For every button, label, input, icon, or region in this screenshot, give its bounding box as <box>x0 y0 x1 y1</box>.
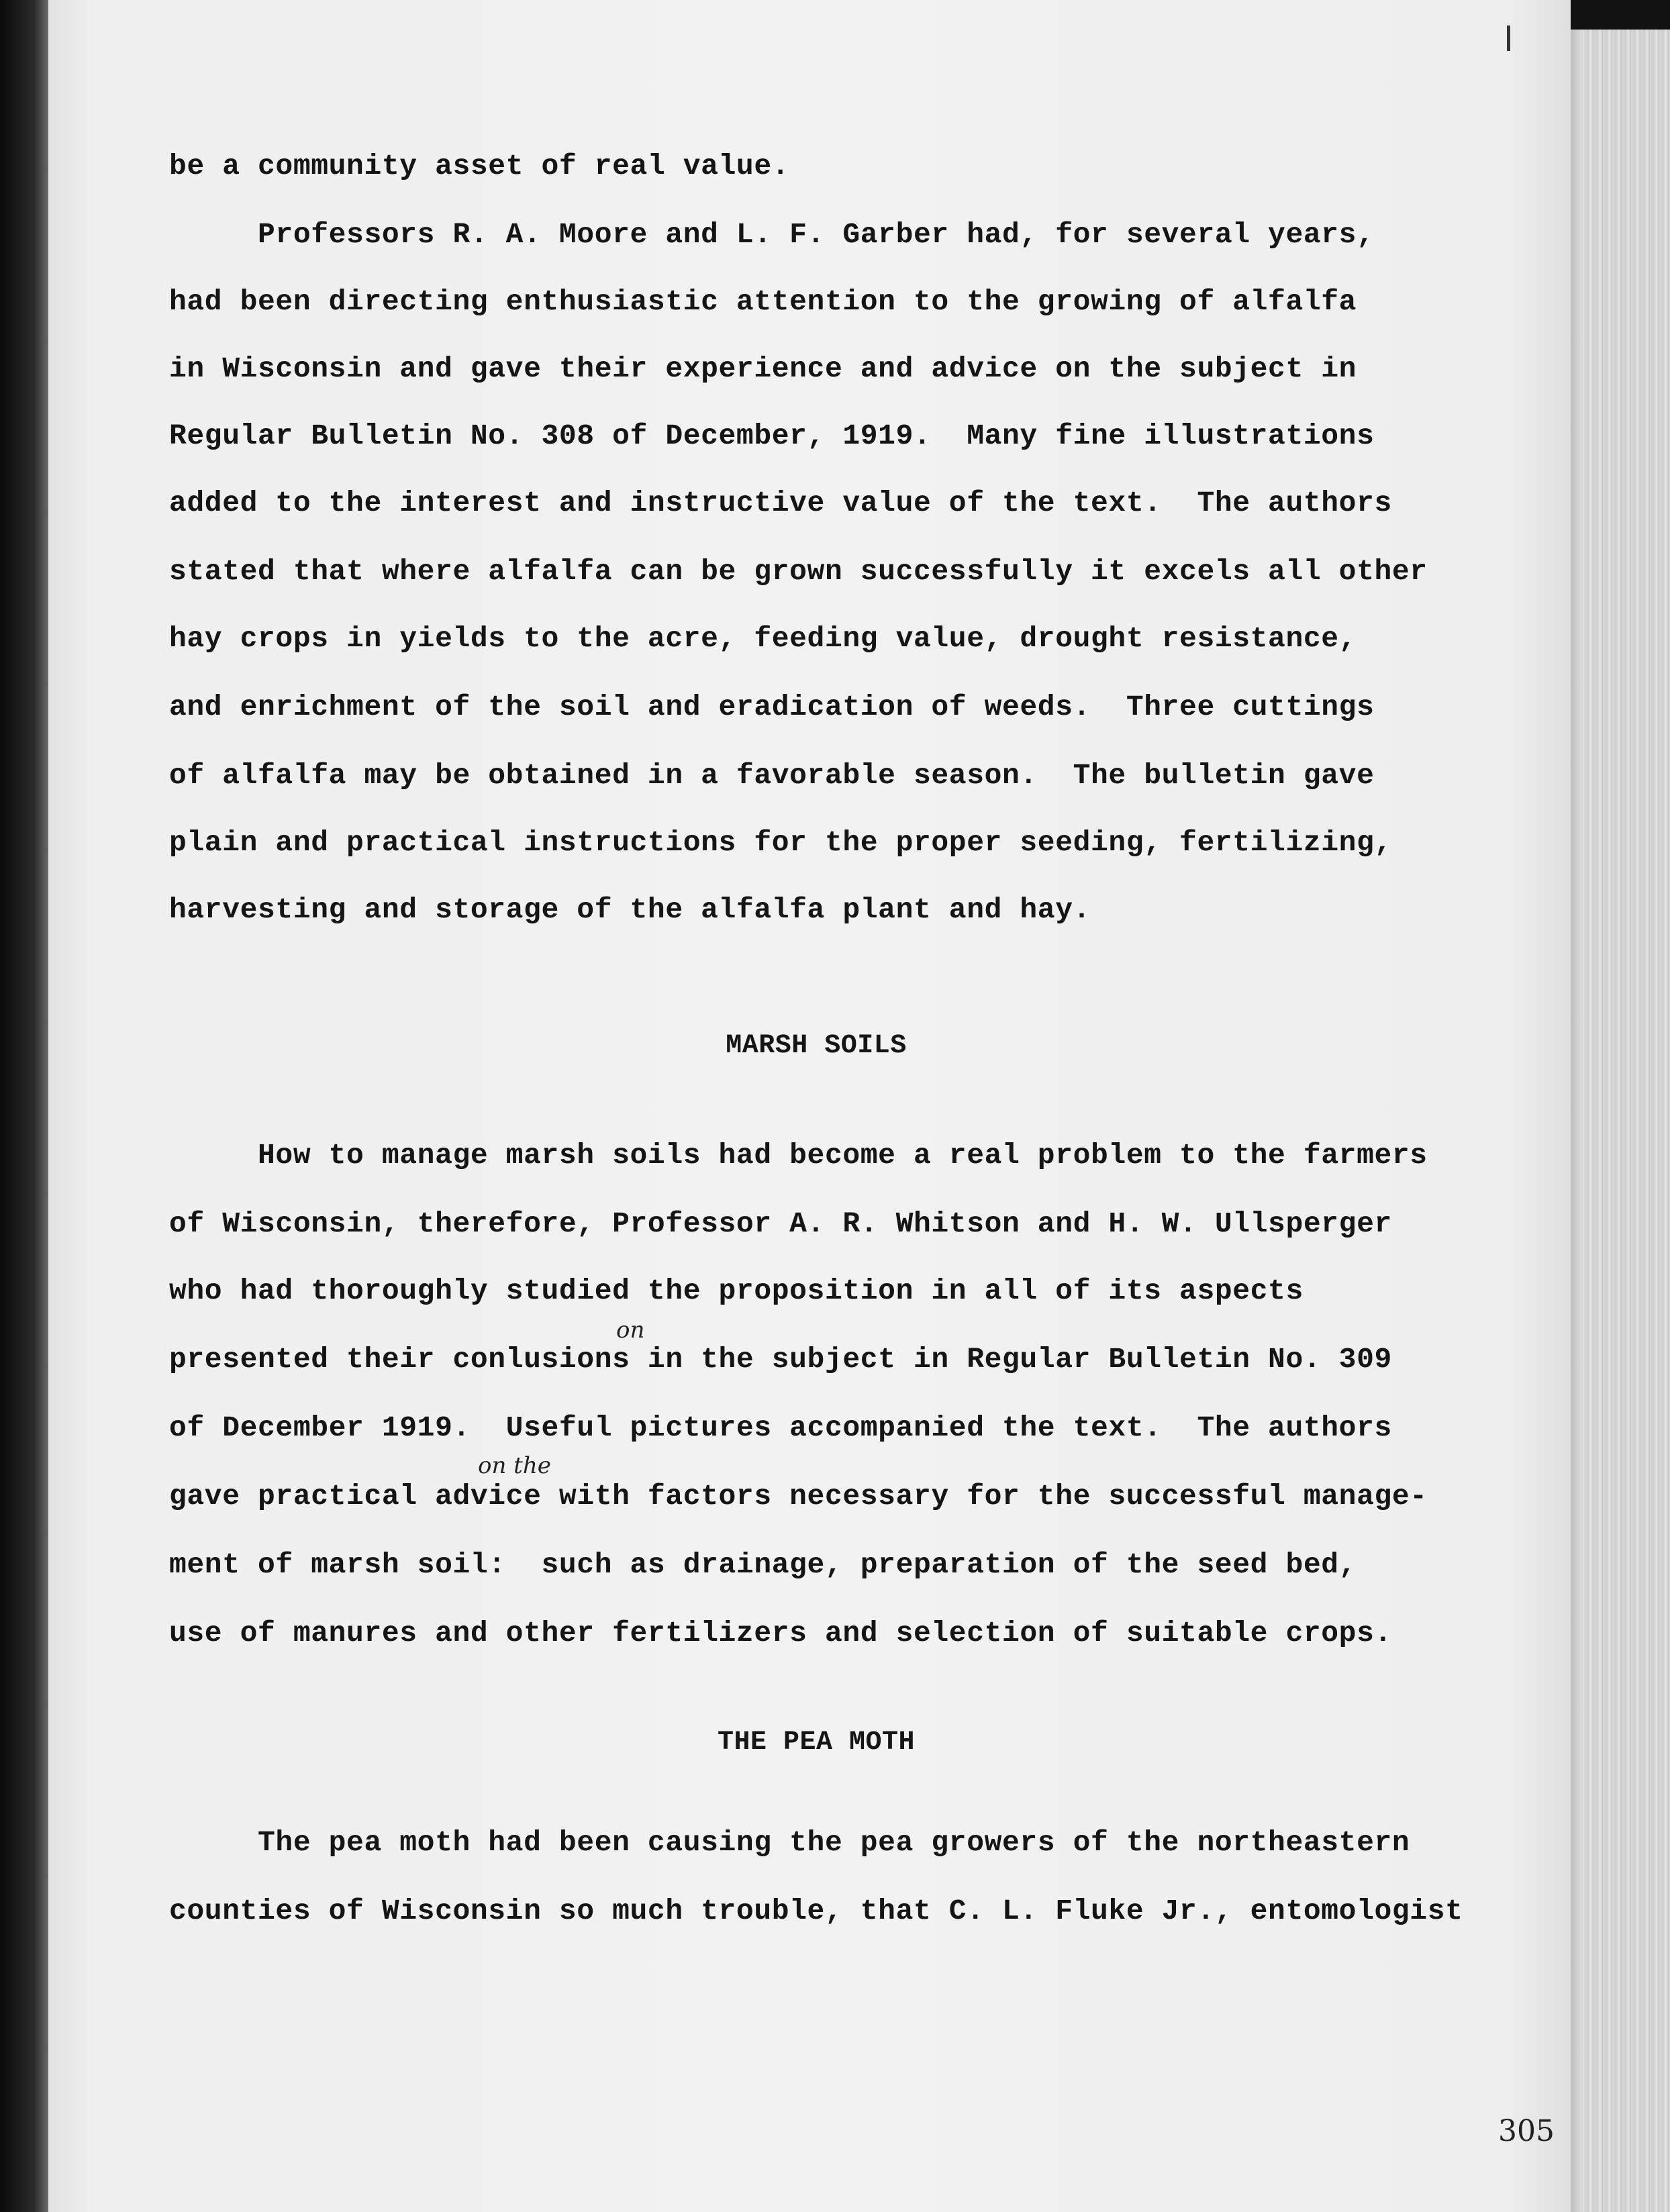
text-line: and enrichment of the soil and eradication of weeds. Three cuttings <box>169 691 1375 723</box>
page-number: 305 <box>1498 2114 1555 2148</box>
page-edge-stack <box>1584 0 1670 2212</box>
page-edge-top-shadow <box>1571 0 1670 30</box>
text-line: presented their conlusions in the subject in Regular Bulletin No. 309 <box>169 1343 1392 1376</box>
text-line: of alfalfa may be obtained in a favorable season. The bulletin gave <box>169 759 1375 792</box>
text-line: Regular Bulletin No. 308 of December, 1919. Many fine illustrations <box>169 419 1375 452</box>
text-line: How to manage marsh soils had become a real problem to the farmers <box>169 1139 1428 1172</box>
page-sheet <box>48 0 1584 2212</box>
text-line: use of manures and other fertilizers and selection of suitable crops. <box>169 1617 1392 1650</box>
handwritten-correction: on <box>616 1317 645 1344</box>
text-line: plain and practical instructions for the proper seeding, fertilizing, <box>169 826 1392 859</box>
handwritten-correction: on the <box>478 1452 551 1479</box>
text-line: hay crops in yields to the acre, feeding value, drought resistance, <box>169 622 1357 655</box>
text-line: be a community asset of real value. <box>169 150 790 183</box>
text-line: gave practical advice with factors necessary for the successful manage- <box>169 1480 1428 1513</box>
text-line: Professors R. A. Moore and L. F. Garber had, for several years, <box>169 218 1375 251</box>
text-line: stated that where alfalfa can be grown successfully it excels all other <box>169 555 1428 588</box>
text-line: had been directing enthusiastic attention to the growing of alfalfa <box>169 285 1357 318</box>
section-heading-marsh-soils: MARSH SOILS <box>726 1031 907 1061</box>
text-line: harvesting and storage of the alfalfa plant and hay. <box>169 893 1091 926</box>
text-line: of Wisconsin, therefore, Professor A. R. Whitson and H. W. Ullsperger <box>169 1207 1392 1240</box>
text-line: who had thoroughly studied the proposition in all of its aspects <box>169 1274 1304 1307</box>
text-line: in Wisconsin and gave their experience and advice on the subject in <box>169 352 1357 385</box>
margin-mark <box>1507 26 1510 51</box>
section-heading-pea-moth: THE PEA MOTH <box>717 1727 916 1758</box>
book-binding-left <box>0 0 48 2212</box>
text-line: added to the interest and instructive value of the text. The authors <box>169 487 1392 519</box>
text-line: The pea moth had been causing the pea growers of the northeastern <box>169 1826 1410 1859</box>
text-line: ment of marsh soil: such as drainage, preparation of the seed bed, <box>169 1548 1357 1581</box>
text-line: counties of Wisconsin so much trouble, that C. L. Fluke Jr., entomologist <box>169 1895 1463 1927</box>
text-line: of December 1919. Useful pictures accompanied the text. The authors <box>169 1411 1392 1444</box>
